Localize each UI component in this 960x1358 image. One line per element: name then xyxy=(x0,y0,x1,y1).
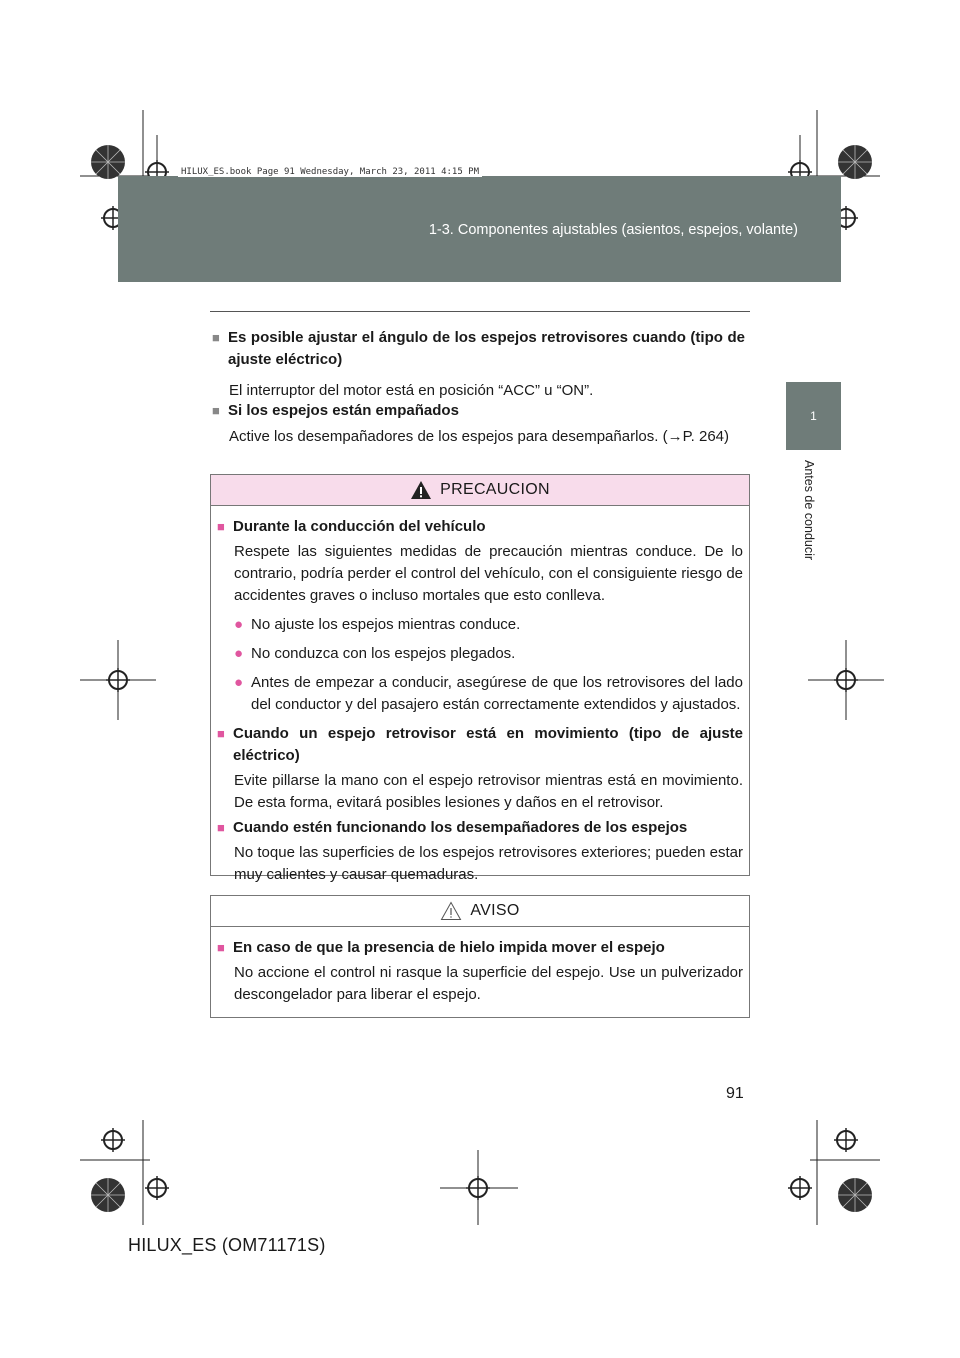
page-number: 91 xyxy=(726,1085,744,1102)
header-rule xyxy=(210,311,750,312)
square-bullet-icon: ■ xyxy=(217,820,225,835)
square-bullet-icon: ■ xyxy=(217,940,225,955)
info-item-1 xyxy=(212,327,745,402)
caution-box xyxy=(210,474,750,883)
info-item-1-text: El interruptor del motor está en posición “ACC” u “ON”. xyxy=(229,382,594,399)
info-item-1-heading: Es posible ajustar el ángulo de los espejos retrovisores cuando (tipo de ajuste eléctrico) xyxy=(228,329,745,368)
notice-title: AVISO xyxy=(470,902,520,919)
caution-s3-heading: Cuando estén funcionando los desempañadores de los espejos xyxy=(233,819,688,836)
notice-header xyxy=(211,896,749,927)
info-item-2-heading: Si los espejos están empañados xyxy=(228,402,459,419)
caution-s3-text: No toque las superficies de los espejos retrovisores exteriores; pueden estar muy calientes y causar quemaduras. xyxy=(234,844,743,883)
caution-body xyxy=(211,506,749,897)
caution-header xyxy=(211,475,749,506)
caution-s1-text: Respete las siguientes medidas de precaución mientras conduce. De lo contrario, podría perder el control del vehículo, con el consiguiente riesgo de accidentes graves o incluso mortales que esto conlleva. xyxy=(234,543,743,604)
dot-bullet-icon: ● xyxy=(234,645,244,662)
square-bullet-icon: ■ xyxy=(217,519,225,534)
chapter-tab: 1 xyxy=(786,382,841,450)
notice-body xyxy=(211,927,749,1017)
chapter-tab-label: Antes de conducir xyxy=(802,460,816,561)
square-bullet-icon: ■ xyxy=(217,726,225,741)
caution-bullet-list xyxy=(217,614,743,716)
section-title: 1-3. Componentes ajustables (asientos, espejos, volante) xyxy=(428,222,798,238)
book-stamp: HILUX_ES.book Page 91 Wednesday, March 23, 2011 4:15 PM xyxy=(178,167,482,177)
dot-bullet-icon: ● xyxy=(234,616,244,633)
warning-triangle-icon xyxy=(410,480,432,500)
list-item: ● No ajuste los espejos mientras conduce. xyxy=(234,614,743,636)
caution-s2-heading: Cuando un espejo retrovisor está en movimiento (tipo de ajuste eléctrico) xyxy=(233,725,743,764)
notice-s1-heading: En caso de que la presencia de hielo impida mover el espejo xyxy=(233,939,665,956)
dot-bullet-icon: ● xyxy=(234,674,244,691)
list-item: ● No conduzca con los espejos plegados. xyxy=(234,643,743,665)
notice-s1-text: No accione el control ni rasque la superficie del espejo. Use un pulverizador descongelador para liberar el espejo. xyxy=(234,964,743,1003)
manual-code: HILUX_ES (OM71171S) xyxy=(128,1235,326,1255)
caution-s1-heading: Durante la conducción del vehículo xyxy=(233,518,486,535)
list-item: ● Antes de empezar a conducir, asegúrese de que los retrovisores del lado del conductor y del pasajero están correctamente extendidos y ajustados. xyxy=(234,672,743,716)
info-item-2 xyxy=(212,400,745,448)
info-item-2-text: Active los desempañadores de los espejos para desempañarlos. (→P. 264) xyxy=(229,428,730,445)
warning-outline-icon xyxy=(440,901,462,921)
square-bullet-icon: ■ xyxy=(212,330,220,345)
notice-box xyxy=(210,895,750,1018)
caution-title: PRECAUCION xyxy=(440,481,550,498)
square-bullet-icon: ■ xyxy=(212,403,220,418)
caution-s2-text: Evite pillarse la mano con el espejo retrovisor mientras está en movimiento. De esta forma, evitará posibles lesiones y daños en el retrovisor. xyxy=(234,772,743,811)
